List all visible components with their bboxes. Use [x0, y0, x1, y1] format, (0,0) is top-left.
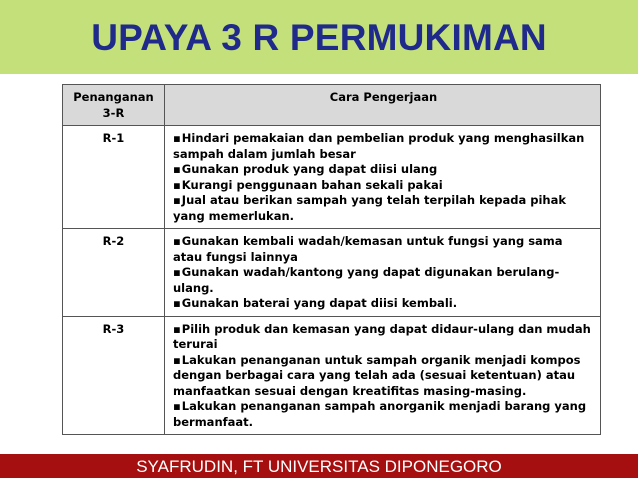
- row-methods: [165, 229, 601, 317]
- table-row: [63, 316, 601, 435]
- list-item: ▪ Jual atau berikan sampah yang telah terpilah kepada pihak yang memerlukan.: [173, 193, 594, 224]
- header-cara-pengerjaan: Cara Pengerjaan: [165, 85, 601, 126]
- list-item: ▪ Lakukan penanganan untuk sampah organik menjadi kompos dengan berbagai cara yang telah ada (sesuai ketentuan) atau manfaatkan sesuai dengan kreatifitas masing-masing.: [173, 353, 594, 400]
- table-header-row: [63, 85, 601, 126]
- table-row: [63, 229, 601, 317]
- header-penanganan: Penanganan 3-R: [63, 85, 165, 126]
- slide-title: UPAYA 3 R PERMUKIMAN: [91, 17, 547, 58]
- list-item: ▪ Gunakan baterai yang dapat diisi kembali.: [173, 296, 594, 312]
- table-row: [63, 126, 601, 229]
- row-methods: [165, 316, 601, 435]
- row-code: R-3: [63, 316, 165, 435]
- list-item: ▪ Gunakan kembali wadah/kemasan untuk fungsi yang sama atau fungsi lainnya: [173, 234, 594, 265]
- list-item: ▪ Kurangi penggunaan bahan sekali pakai: [173, 178, 594, 194]
- list-item: ▪ Hindari pemakaian dan pembelian produk yang menghasilkan sampah dalam jumlah besar: [173, 131, 594, 162]
- list-item: ▪ Pilih produk dan kemasan yang dapat didaur-ulang dan mudah terurai: [173, 322, 594, 353]
- table-container: [62, 84, 601, 429]
- list-item: ▪ Gunakan produk yang dapat diisi ulang: [173, 162, 594, 178]
- list-item: ▪ Lakukan penanganan sampah anorganik menjadi barang yang bermanfaat.: [173, 399, 594, 430]
- footer-credit: SYAFRUDIN, FT UNIVERSITAS DIPONEGORO: [136, 457, 502, 476]
- upaya-table: [62, 84, 601, 435]
- list-item: ▪ Gunakan wadah/kantong yang dapat digunakan berulang-ulang.: [173, 265, 594, 296]
- row-code: R-1: [63, 126, 165, 229]
- row-methods: [165, 126, 601, 229]
- row-code: R-2: [63, 229, 165, 317]
